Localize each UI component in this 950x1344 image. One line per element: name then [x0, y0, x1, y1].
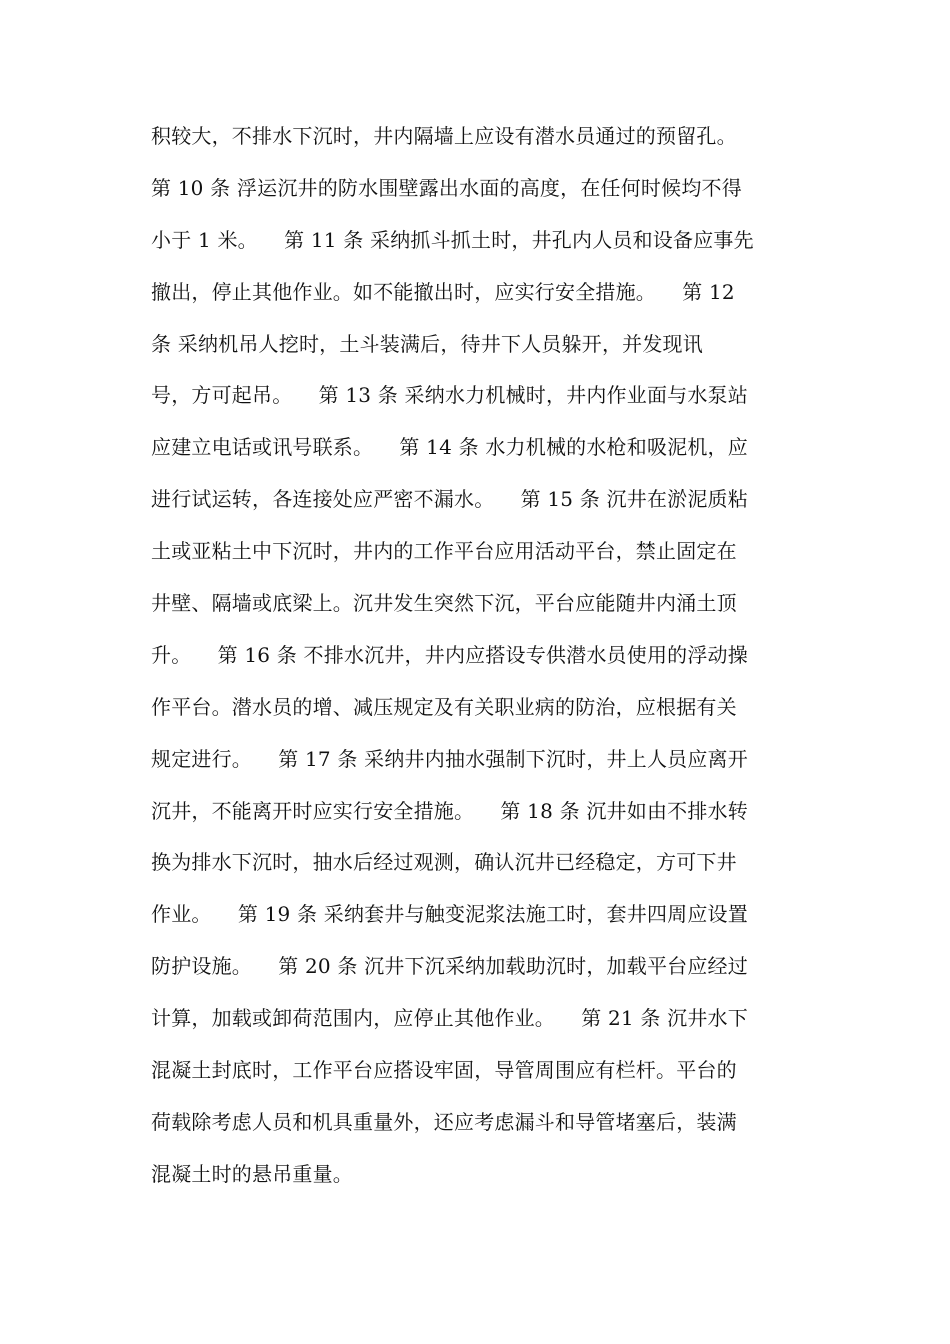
text-line: 沉井，不能离开时应实行安全措施。 第 18 条 沉井如由不排水转	[151, 798, 748, 823]
text-line: 荷载除考虑人员和机具重量外，还应考虑漏斗和导管堵塞后，装满	[151, 1109, 737, 1134]
text-line: 进行试运转，各连接处应严密不漏水。 第 15 条 沉井在淤泥质粘	[151, 487, 748, 512]
body-text	[151, 111, 811, 1201]
text-line: 土或亚粘土中下沉时，井内的工作平台应用活动平台，禁止固定在	[151, 539, 737, 564]
text-line: 条 采纳机吊人挖时，土斗装满后，待井下人员躲开，并发现讯	[151, 331, 703, 356]
text-line: 计算，加载或卸荷范围内，应停止其他作业。 第 21 条 沉井水下	[151, 1006, 748, 1031]
text-line: 混凝土时的悬吊重量。	[151, 1161, 353, 1186]
text-line: 防护设施。 第 20 条 沉井下沉采纳加载助沉时，加载平台应经过	[151, 954, 748, 979]
text-line: 作平台。潜水员的增、减压规定及有关职业病的防治，应根据有关	[151, 694, 737, 719]
text-line: 小于 1 米。 第 11 条 采纳抓斗抓土时，井孔内人员和设备应事先	[151, 227, 754, 252]
text-line: 应建立电话或讯号联系。 第 14 条 水力机械的水枪和吸泥机，应	[151, 435, 748, 460]
text-line: 号，方可起吊。 第 13 条 采纳水力机械时，井内作业面与水泵站	[151, 383, 748, 408]
text-line: 撤出，停止其他作业。如不能撤出时，应实行安全措施。 第 12	[151, 279, 735, 304]
text-line: 积较大，不排水下沉时，井内隔墙上应设有潜水员通过的预留孔。	[151, 124, 737, 148]
text-line: 规定进行。 第 17 条 采纳井内抽水强制下沉时，井上人员应离开	[151, 746, 748, 771]
text-line: 井壁、隔墙或底梁上。沉井发生突然下沉，平台应能随井内涌土顶	[151, 591, 737, 616]
text-line: 升。 第 16 条 不排水沉井，井内应搭设专供潜水员使用的浮动操	[151, 642, 748, 667]
text-line: 第 10 条 浮运沉井的防水围壁露出水面的高度，在任何时候均不得	[151, 175, 742, 200]
text-line: 换为排水下沉时，抽水后经过观测，确认沉井已经稳定，方可下井	[151, 850, 737, 875]
text-line: 混凝土封底时，工作平台应搭设牢固，导管周围应有栏杆。平台的	[151, 1058, 737, 1083]
text-line: 作业。 第 19 条 采纳套井与触变泥浆法施工时，套井四周应设置	[151, 902, 748, 927]
